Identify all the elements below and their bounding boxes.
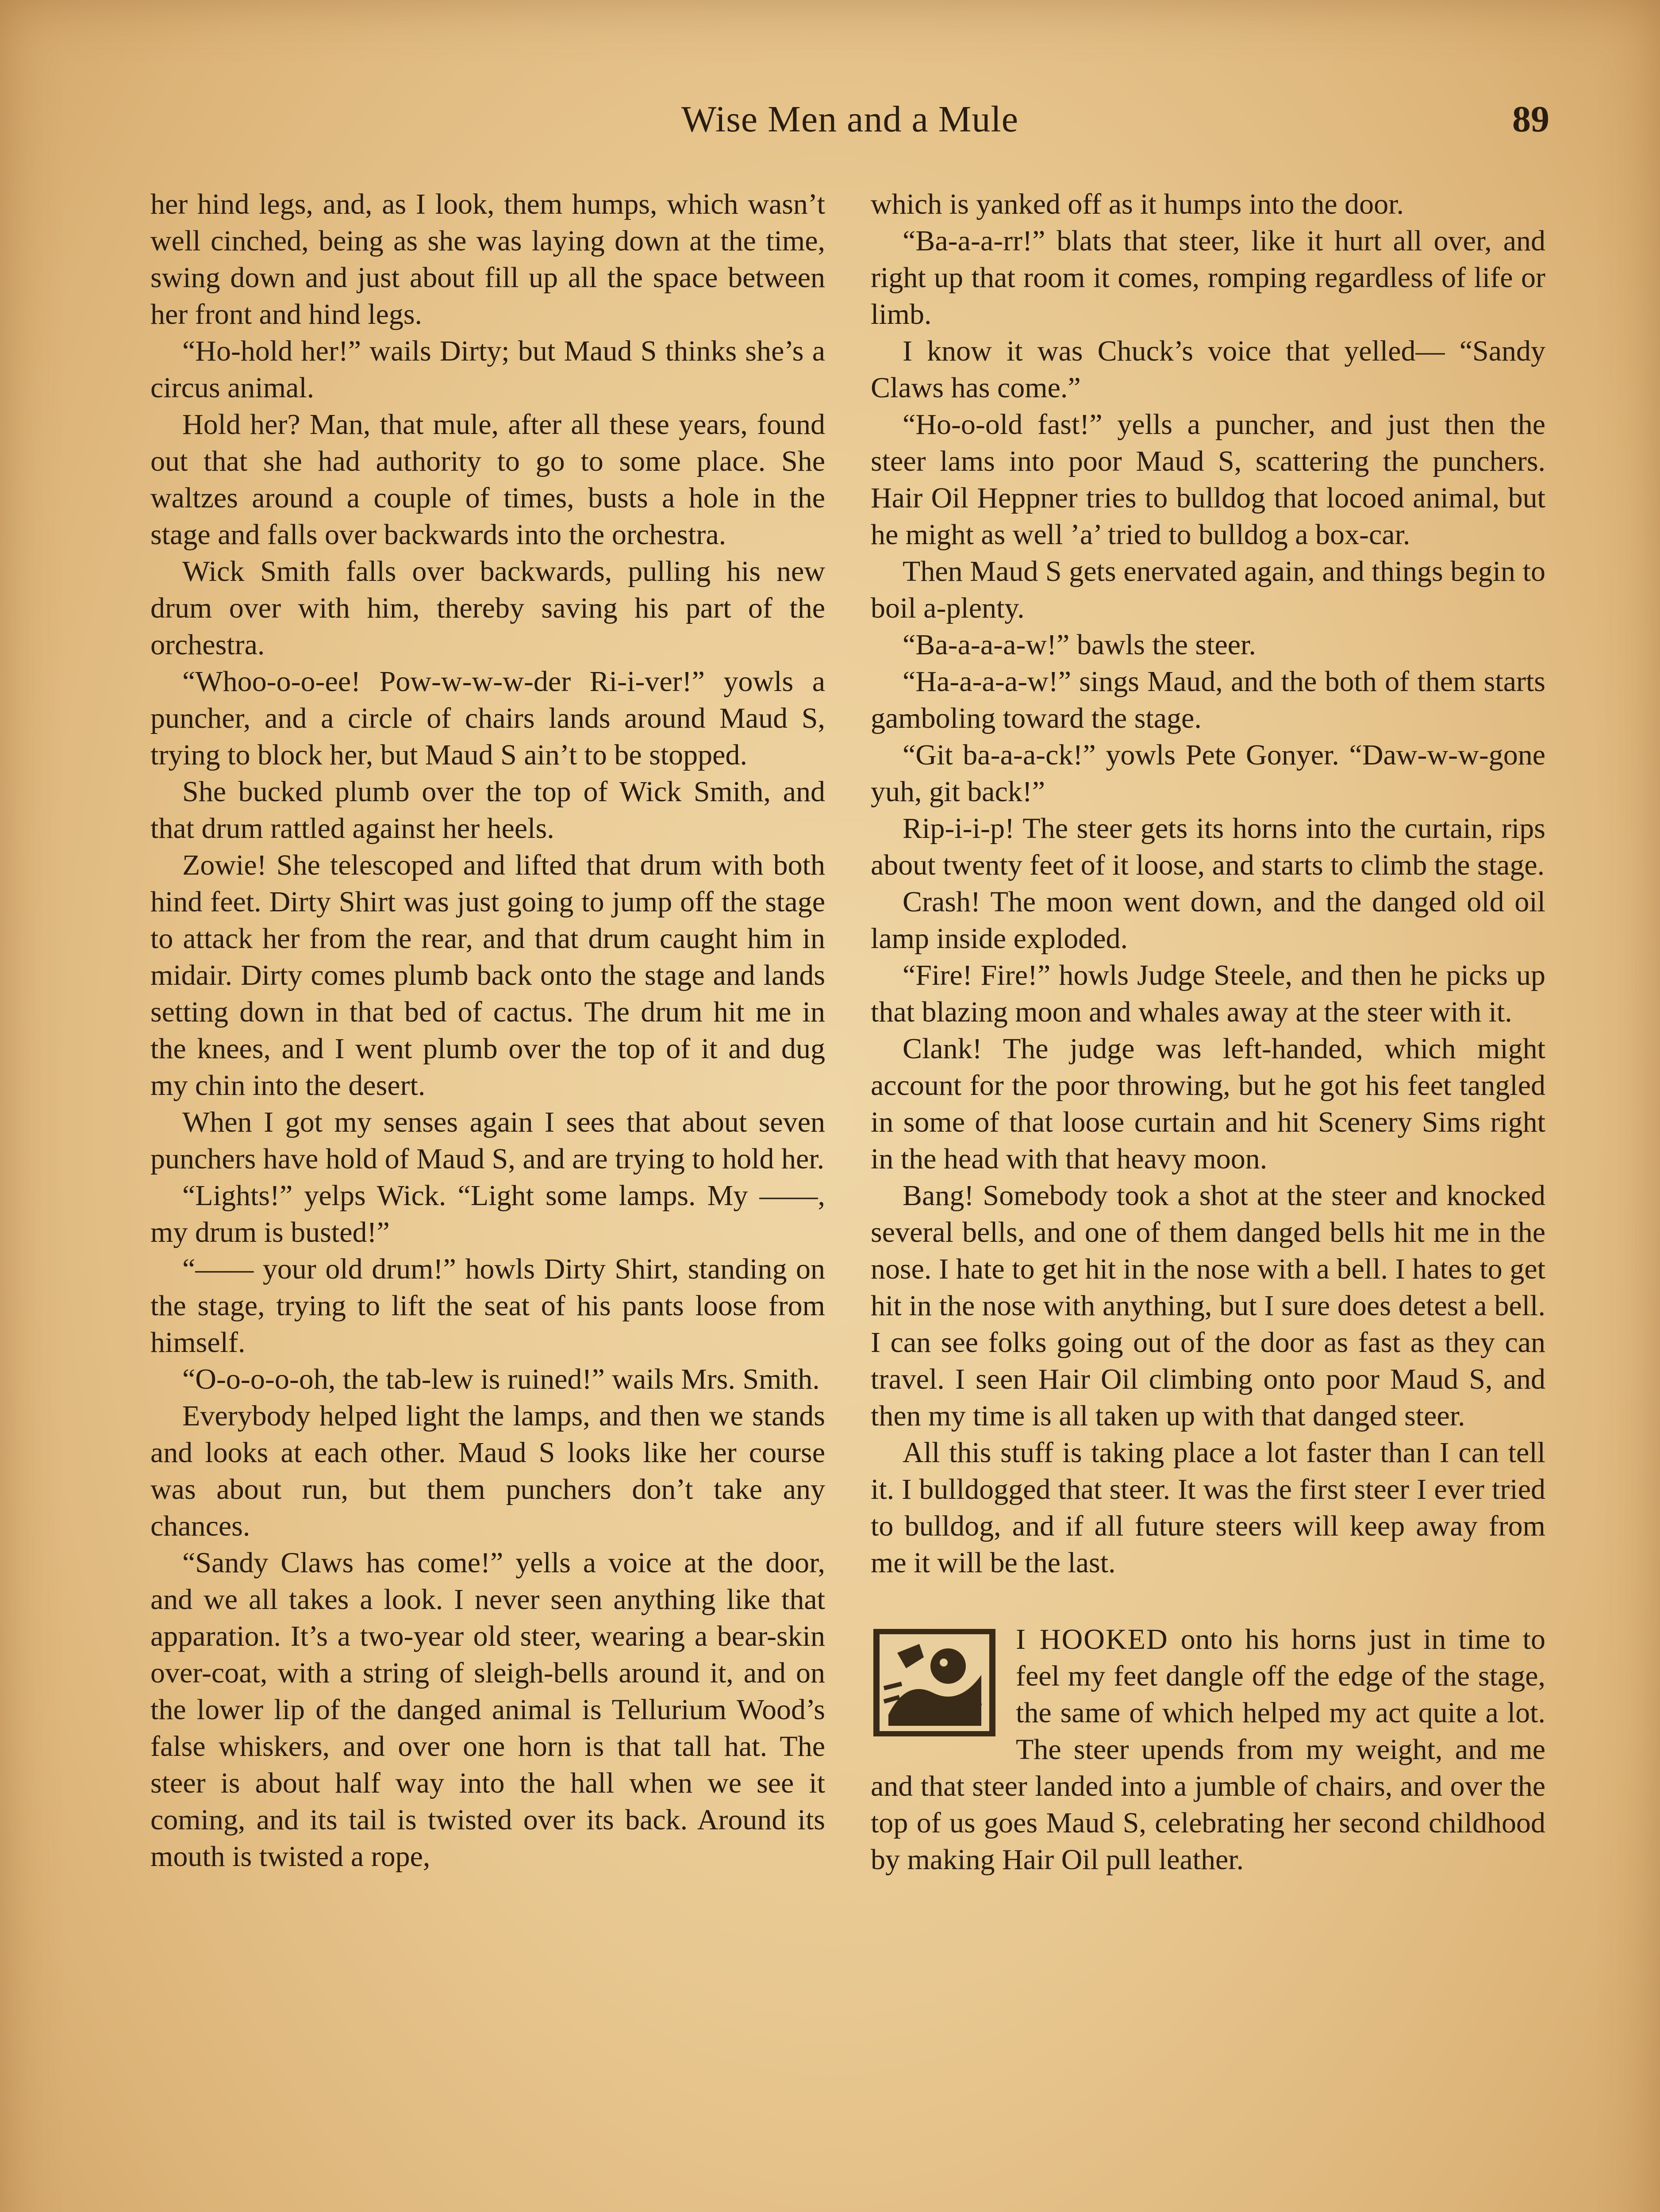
paragraph: I know it was Chuck’s voice that yelled— “Sandy Claws has come.” [871,335,1545,404]
page-number: 89 [1512,99,1549,140]
paragraph: her hind legs, and, as I look, them humps, which wasn’t well cinched, being as she was laying down at the time, swing down and just about fill up all the space between her front and hind legs. [150,188,825,330]
paragraph: Everybody helped light the lamps, and then we stands and looks at each other. Maud S looks like her course was about run, but them punchers don’t take any chances. [150,1400,825,1542]
paragraph: All this stuff is taking place a lot faster than I can tell it. I bulldogged that steer. It was the first steer I ever tried to bulldog, and if all future steers will keep away from me it will be the last. [871,1436,1545,1579]
paragraph: Rip-i-i-p! The steer gets its horns into the curtain, rips about twenty feet of it loose, and starts to climb the stage. [871,812,1545,881]
paragraph: Then Maud S gets enervated again, and things begin to boil a-plenty. [871,555,1545,624]
paragraph: Clank! The judge was left-handed, which might account for the poor throwing, but he got his feet tangled in some of that loose curtain and hit Scenery Sims right in the head with that heavy moon. [871,1033,1545,1175]
paragraph: “Lights!” yelps Wick. “Light some lamps. My ——, my drum is busted!” [150,1179,825,1248]
paragraph: which is yanked off as it humps into the door. [871,188,1404,220]
section-text: onto his horns just in time to feel my feet dangle off the edge of the stage, the same of which helped my act quite a lot. The steer upends from my weight, and me and that steer landed into a jumble of chairs, and over the top of us goes Maud S, celebrating her second childhood by making Hair Oil pull leather. [871,1623,1546,1876]
paragraph: “Ho-o-old fast!” yells a puncher, and just then the steer lams into poor Maud S, scattering the punchers. Hair Oil Heppner tries to bulldog that locoed animal, but he might as well ’a’ tried to bulldog a box-car. [871,408,1545,551]
paragraph: “O-o-o-o-oh, the tab-lew is ruined!” wails Mrs. Smith. [182,1363,820,1395]
section-lead-caps: I HOOKED [1016,1623,1168,1655]
paragraph: Wick Smith falls over backwards, pulling his new drum over with him, thereby saving his part of the orchestra. [150,555,825,661]
paragraph: Bang! Somebody took a shot at the steer and knocked several bells, and one of them danged bells hit me in the nose. I hate to get hit in the nose with a bell. I hates to get hit in the nose with anything, but I sure does detest a bell. I can see folks going out of the door as fast as they can travel. I seen Hair Oil climbing onto poor Maud S, and then my time is all taken up with that danged steer. [871,1179,1545,1432]
paragraph: “—— your old drum!” howls Dirty Shirt, standing on the stage, trying to lift the seat of his pants loose from himself. [150,1253,825,1359]
paragraph: “Ha-a-a-a-w!” sings Maud, and the both of them starts gamboling toward the stage. [871,665,1545,734]
woodcut-vignette-icon [871,1626,998,1739]
paragraph: Hold her? Man, that mule, after all these years, found out that she had authority to go to some place. She waltzes around a couple of times, busts a hole in the stage and falls over backwards into the orchestra. [150,408,825,551]
paragraph: Zowie! She telescoped and lifted that drum with both hind feet. Dirty Shirt was just going to jump off the stage to attack her from the rear, and that drum caught him in midair. Dirty comes plumb back onto the stage and lands setting down in that bed of cactus. The drum hit me in the knees, and I went plumb over the top of it and dug my chin into the desert. [150,849,825,1102]
left-column [150,186,825,1875]
paragraph: “Ba-a-a-rr!” blats that steer, like it hurt all over, and right up that room it comes, romping regardless of life or limb. [871,225,1545,330]
paragraph: “Fire! Fire!” howls Judge Steele, and then he picks up that blazing moon and whales away at the steer with it. [871,959,1545,1028]
section-break [871,1621,1545,1878]
paragraph: “Whoo-o-o-ee! Pow-w-w-w-der Ri-i-ver!” yowls a puncher, and a circle of chairs lands around Maud S, trying to block her, but Maud S ain’t to be stopped. [150,665,825,771]
right-column [871,186,1545,1878]
paragraph: “Git ba-a-a-ck!” yowls Pete Gonyer. “Daw-w-w-gone yuh, git back!” [871,739,1545,808]
paragraph: “Sandy Claws has come!” yells a voice at the door, and we all takes a look. I never seen anything like that apparation. It’s a two-year old steer, wearing a bear-skin over-coat, with a string of sleigh-bells around it, and on the lower lip of the danged animal is Tellurium Wood’s false whiskers, and over one horn is that tall hat. The steer is about half way into the hall when we see it coming, and its tail is twisted over its back. Around its mouth is twisted a rope, [150,1547,825,1873]
page-header [150,95,1549,144]
paragraph: “Ba-a-a-a-w!” bawls the steer. [903,629,1256,661]
paragraph: She bucked plumb over the top of Wick Smith, and that drum rattled against her heels. [150,776,825,845]
running-title: Wise Men and a Mule [681,99,1019,140]
paragraph: When I got my senses again I sees that about seven punchers have hold of Maud S, and are trying to hold her. [150,1106,825,1175]
paragraph: “Ho-hold her!” wails Dirty; but Maud S thinks she’s a circus animal. [150,335,825,404]
paragraph: Crash! The moon went down, and the danged old oil lamp inside exploded. [871,886,1545,955]
